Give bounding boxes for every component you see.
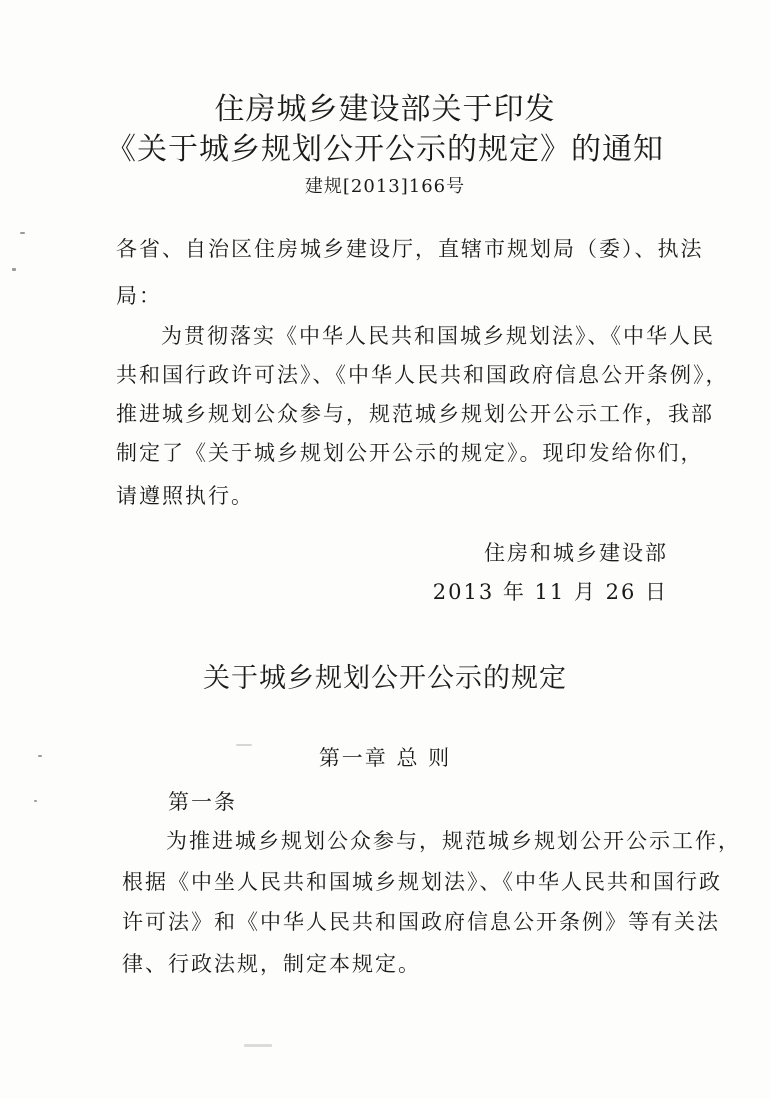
scan-speck [38, 755, 42, 757]
issuer-name: 住房和城乡建设部 [484, 541, 668, 565]
notice-paragraph-line-5: 请遵照执行。 [116, 484, 254, 508]
salutation-line-2: 局： [116, 284, 162, 308]
notice-paragraph-line-3: 推进城乡规划公众参与，规范城乡规划公开公示工作，我部 [116, 402, 714, 426]
scan-speck [244, 1044, 272, 1047]
notice-paragraph-line-2: 共和国行政许可法》、《中华人民共和国政府信息公开条例》， [116, 363, 729, 387]
scan-speck [12, 268, 16, 271]
document-number: 建规[2013]166号 [304, 176, 466, 197]
article-line-4: 律、行政法规，制定本规定。 [122, 952, 421, 976]
scan-speck [34, 800, 37, 802]
article-line-3: 许可法》和《中华人民共和国政府信息公开条例》等有关法 [122, 910, 720, 934]
article-heading: 第一条 [168, 790, 237, 814]
article-line-2: 根据《中坐人民共和国城乡规划法》、《中华人民共和国行政 [122, 870, 722, 894]
notice-paragraph-line-1: 为贯彻落实《中华人民共和国城乡规划法》、《中华人民 [161, 324, 715, 348]
issue-date: 2013 年 11 月 26 日 [432, 580, 668, 604]
scan-speck [236, 744, 252, 746]
chapter-heading: 第一章 总 则 [318, 746, 452, 770]
salutation-line-1: 各省、自治区住房城乡建设厅，直辖市规划局（委）、执法 [116, 237, 704, 261]
notice-title-line-1: 住房城乡建设部关于印发 [214, 92, 556, 127]
notice-title-line-2: 《关于城乡规划公开公示的规定》的通知 [106, 132, 664, 167]
scan-speck [20, 232, 25, 234]
article-line-1: 为推进城乡规划公众参与，规范城乡规划公开公示工作， [166, 829, 741, 853]
notice-paragraph-line-4: 制定了《关于城乡规划公开公示的规定》。现印发给你们， [116, 441, 704, 465]
regulation-title: 关于城乡规划公开公示的规定 [203, 663, 567, 694]
